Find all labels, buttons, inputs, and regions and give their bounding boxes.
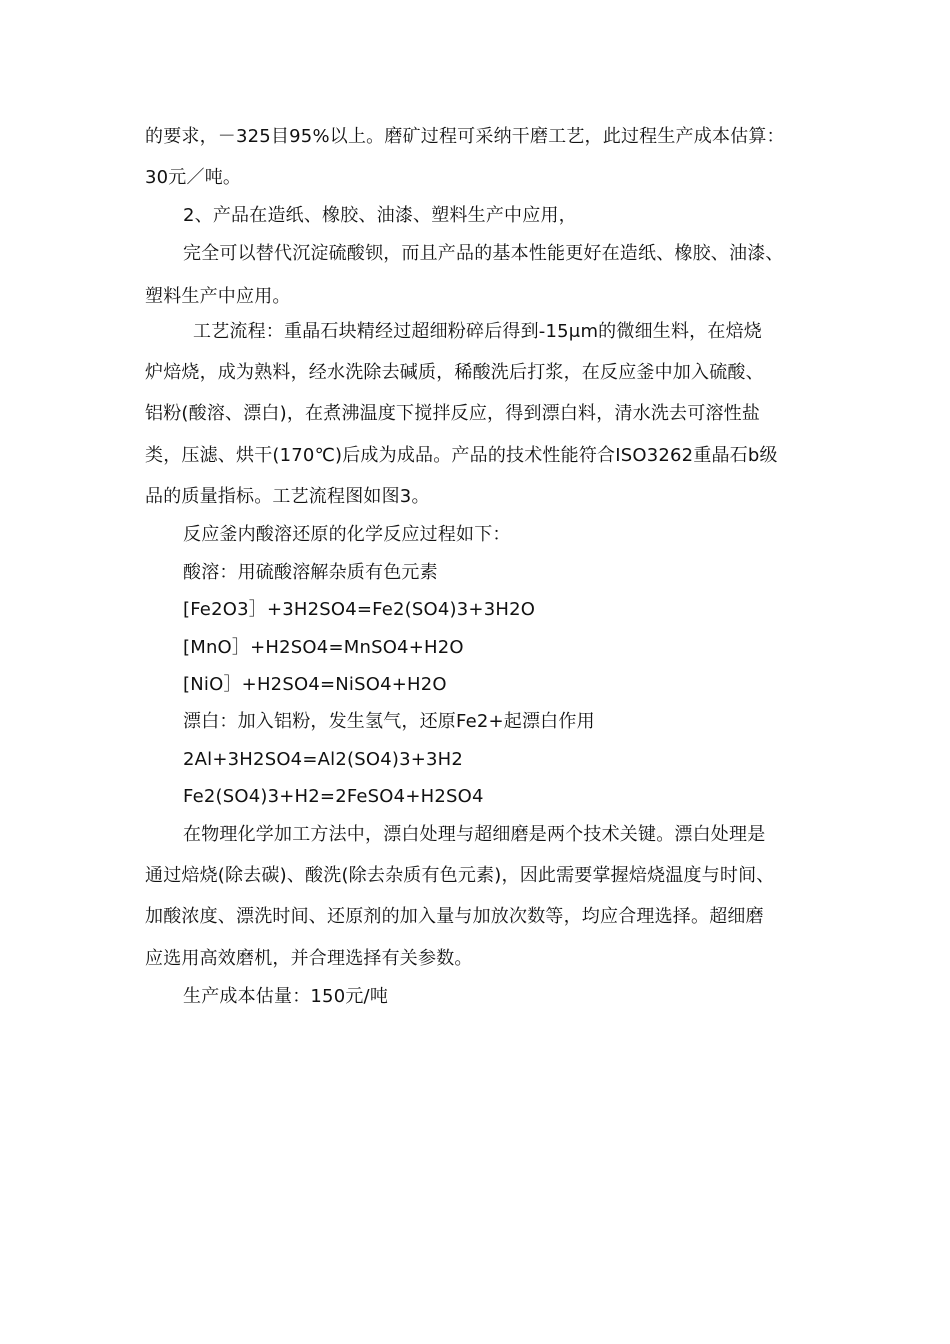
equation-line: 2Al+3H2SO4=Al2(SO4)3+3H2 bbox=[183, 749, 464, 770]
paragraph-line: 铝粉(酸溶、漂白)，在煮沸温度下搅拌反应，得到漂白料，清水洗去可溶性盐 bbox=[145, 403, 761, 424]
paragraph-line: 30元／吨。 bbox=[145, 167, 242, 188]
paragraph-line: 工艺流程：重晶石块精经过超细粉碎后得到-15μm的微细生料，在焙烧 bbox=[193, 321, 762, 342]
paragraph-line: 通过焙烧(除去碳)、酸洗(除去杂质有色元素)，因此需要掌握焙烧温度与时间、 bbox=[145, 865, 775, 886]
equation-line: [Fe2O3］+3H2SO4=Fe2(SO4)3+3H2O bbox=[183, 599, 536, 620]
paragraph-line: 的要求，－325目95%以上。磨矿过程可采纳干磨工艺，此过程生产成本估算： bbox=[145, 126, 785, 147]
paragraph-line: 反应釜内酸溶还原的化学反应过程如下： bbox=[183, 524, 511, 545]
paragraph-line: 在物理化学加工方法中，漂白处理与超细磨是两个技术关键。漂白处理是 bbox=[183, 824, 766, 845]
section-heading: 2、产品在造纸、橡胶、油漆、塑料生产中应用， bbox=[183, 205, 577, 226]
paragraph-line: 生产成本估量：150元/吨 bbox=[183, 986, 389, 1007]
paragraph-line: 漂白：加入铝粉，发生氢气，还原Fe2+起漂白作用 bbox=[183, 711, 595, 732]
paragraph-line: 完全可以替代沉淀硫酸钡，而且产品的基本性能更好在造纸、橡胶、油漆、 bbox=[183, 243, 784, 264]
paragraph-line: 类，压滤、烘干(170℃)后成为成品。产品的技术性能符合ISO3262重晶石b级 bbox=[145, 445, 778, 466]
paragraph-line: 酸溶：用硫酸溶解杂质有色元素 bbox=[183, 562, 438, 583]
equation-line: Fe2(SO4)3+H2=2FeSO4+H2SO4 bbox=[183, 786, 484, 807]
equation-line: [MnO］+H2SO4=MnSO4+H2O bbox=[183, 637, 464, 658]
paragraph-line: 品的质量指标。工艺流程图如图3。 bbox=[145, 486, 430, 507]
paragraph-line: 应选用高效磨机，并合理选择有关参数。 bbox=[145, 948, 473, 969]
paragraph-line: 炉焙烧，成为熟料，经水洗除去碱质，稀酸洗后打浆，在反应釜中加入硫酸、 bbox=[145, 362, 764, 383]
paragraph-line: 塑料生产中应用。 bbox=[145, 286, 291, 307]
equation-line: [NiO］+H2SO4=NiSO4+H2O bbox=[183, 674, 447, 695]
paragraph-line: 加酸浓度、漂洗时间、还原剂的加入量与加放次数等，均应合理选择。超细磨 bbox=[145, 906, 764, 927]
